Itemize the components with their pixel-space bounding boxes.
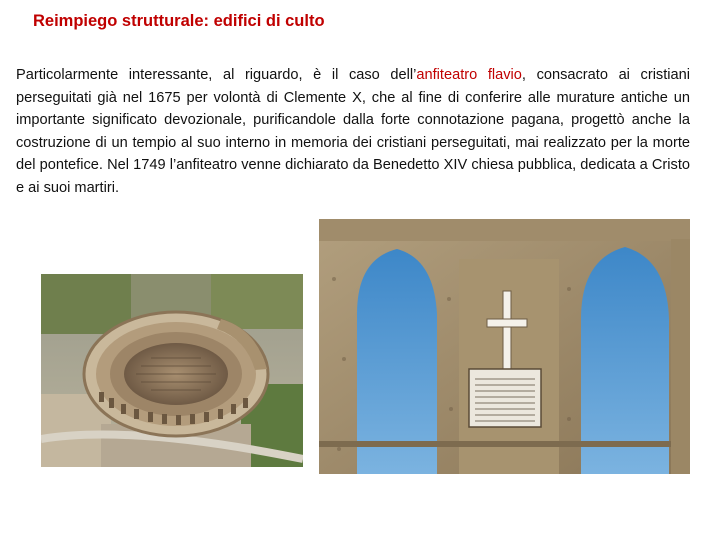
paragraph-text-part2: , consacrato ai cristiani perseguitati già nel 1675 per volontà di Clemente X, che al fine di conferire alle murature antiche un importante significato devozionale, purificandole dalla forte connotazione pagana, progettò anche la costruzione di un tempio al suo interno in memoria dei cristiani perseguitati, mai realizzato per la morte del pontefice. Nel 1749 l’anfiteatro venne dichiarato da Benedetto XIV chiesa pubblica, dedicata a Cristo e ai suoi martiri.	[16, 67, 690, 196]
colosseum-arches-cross-photo	[319, 219, 690, 474]
arches-cross-image	[319, 219, 690, 474]
colosseum-aerial-image	[41, 274, 303, 467]
slide-title: Reimpiego strutturale: edifici di culto	[33, 12, 325, 30]
paragraph-text-part1: Particolarmente interessante, al riguardo, è il caso dell’	[16, 67, 417, 83]
colosseum-aerial-photo	[41, 274, 303, 467]
body-paragraph	[16, 64, 690, 199]
highlighted-term: anfiteatro flavio	[416, 67, 522, 83]
